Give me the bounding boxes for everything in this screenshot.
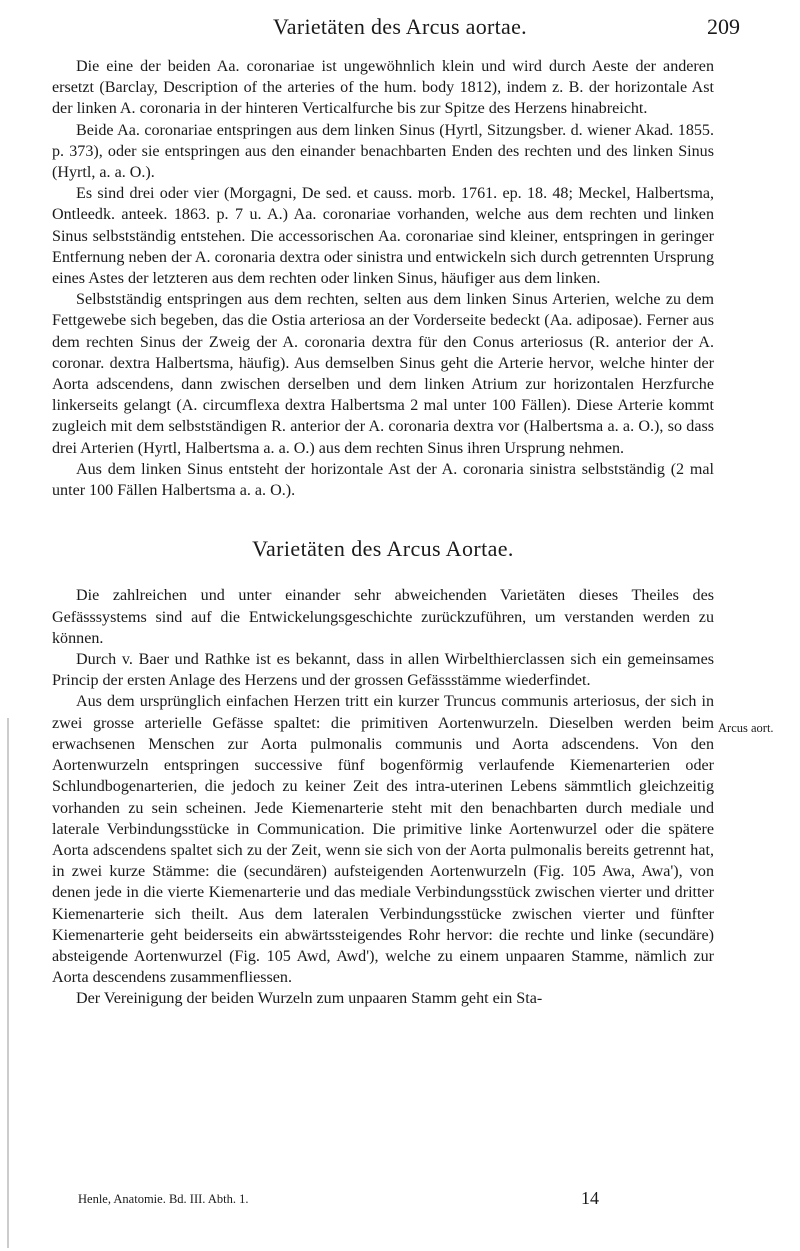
- scan-edge-shadow: [7, 718, 9, 1248]
- running-head: [60, 14, 740, 44]
- paragraph: Der Vereinigung der beiden Wurzeln zum unpaaren Stamm geht ein Sta-: [76, 990, 543, 1008]
- paragraph: Selbstständig entspringen aus dem rechten, selten aus dem linken Sinus Arterien, welche zu dem Fettgewebe sich begeben, das die Ostia arteriosa an der Vorderseite bedeckt (Aa. adiposae). Ferner aus dem rechten Sinus der Zweig der A. coronaria dextra für den Conus arteriosus (R. anterior der A. coronar. dextra Halbertsma, häufig). Aus demselben Sinus geht die Arterie hervor, welche hinter der Aorta adscendens, dann zwischen derselben und dem linken Atrium zur horizontalen Herzfurche linkerseits gelangt (A. circumflexa dextra Halbertsma 2 mal unter 100 Fällen). Diese Arterie kommt zugleich mit dem selbstständigen R. anterior der A. coronaria dextra vor (Halbertsma a. a. O.), so dass drei Arterien (Hyrtl, Halbertsma a. a. O.) aus dem rechten Sinus ihren Ursprung nehmen.: [52, 291, 714, 457]
- paragraph: Die eine der beiden Aa. coronariae ist ungewöhnlich klein und wird durch Aeste der anderen ersetzt (Barclay, Description of the arteries of the hum. body 1812), indem z. B. der horizontale Ast der linken A. coronaria in der hinteren Verticalfurche bis zur Spitze des Herzens hinabreicht.: [52, 58, 714, 118]
- paragraph: Die zahlreichen und unter einander sehr abweichenden Varietäten dieses Theiles des Gefässsystems sind auf die Entwickelungsgeschichte zurückzuführen, um verstanden werden zu können.: [52, 587, 714, 647]
- paragraph: Aus dem ursprünglich einfachen Herzen tritt ein kurzer Truncus communis arteriosus, der sich in zwei grosse arterielle Gefässe spaltet: die primitiven Aortenwurzeln. Dieselben werden beim erwachsenen Menschen zur Aorta pulmonalis communis und Aorta adscendens. Von den Aortenwurzeln entspringen successive fünf bogenförmig verlaufende Kiemenarterien oder Schlundbogenarterien, die jedoch zu keiner Zeit des intra-uterinen Lebens sämmtlich gleichzeitig vorhanden zu sein scheinen. Jede Kiemenarterie steht mit den benachbarten durch mediale und laterale Verbindungsstücke in Communication. Die primitive linke Aortenwurzel oder die spätere Aorta adscendens spaltet sich zu der Zeit, wenn sie sich von der Aorta pulmonalis bereits getrennt hat, in zwei kurze Stämme: die (secundären) aufsteigenden Aortenwurzeln (Fig. 105 Awa, Awa'), von denen jede in die vierte Kiemenarterie und das mediale Verbindungsstück zwischen vierter und dritter Kiemenarterie sich theilt. Aus dem lateralen Verbindungsstücke zwischen vierter und fünfter Kiemenarterie geht beiderseits ein abwärtssteigendes Rohr hervor: die rechte und linke (secundäre) absteigende Aortenwurzel (Fig. 105 Awd, Awd'), welche zu einem unpaaren Stamme, nämlich zur Aorta descendens zusammenfliessen.: [52, 693, 714, 987]
- paragraph: Durch v. Baer und Rathke ist es bekannt, dass in allen Wirbelthierclassen sich ein gemeinsames Princip der ersten Anlage des Herzens und der grossen Gefässstämme wiederfindet.: [52, 651, 714, 690]
- running-title: Varietäten des Arcus aortae.: [273, 14, 527, 39]
- body-text: [52, 56, 714, 1010]
- section-heading: Varietäten des Arcus Aortae.: [252, 536, 514, 562]
- signature-mark: 14: [581, 1188, 599, 1208]
- page-number: 209: [707, 14, 740, 39]
- paragraph: Es sind drei oder vier (Morgagni, De sed. et causs. morb. 1761. ep. 18. 48; Meckel, Halbertsma, Ontleedk. anteek. 1863. p. 7 u. A.) Aa. coronariae vorhanden, welche aus dem rechten und linken Sinus selbstständig entstehen. Die accessorischen Aa. coronariae sind kleiner, entspringen in geringer Entfernung neben der A. coronaria dextra oder sinistra und entwickeln sich durch getrennten Ursprung eines Astes der letzteren aus dem rechten oder linken Sinus, häufiger aus dem linken.: [52, 185, 714, 288]
- paragraph: Beide Aa. coronariae entspringen aus dem linken Sinus (Hyrtl, Sitzungsber. d. wiener Akad. 1855. p. 373), oder sie entspringen aus den einander benachbarten Enden des rechten und des linken Sinus (Hyrtl, a. a. O.).: [52, 121, 714, 182]
- paragraph: Aus dem linken Sinus entsteht der horizontale Ast der A. coronaria sinistra selbstständig (2 mal unter 100 Fällen Halbertsma a. a. O.).: [52, 460, 714, 500]
- footer-credit: Henle, Anatomie. Bd. III. Abth. 1.: [78, 1192, 249, 1206]
- margin-note: Arcus aort.: [718, 721, 774, 735]
